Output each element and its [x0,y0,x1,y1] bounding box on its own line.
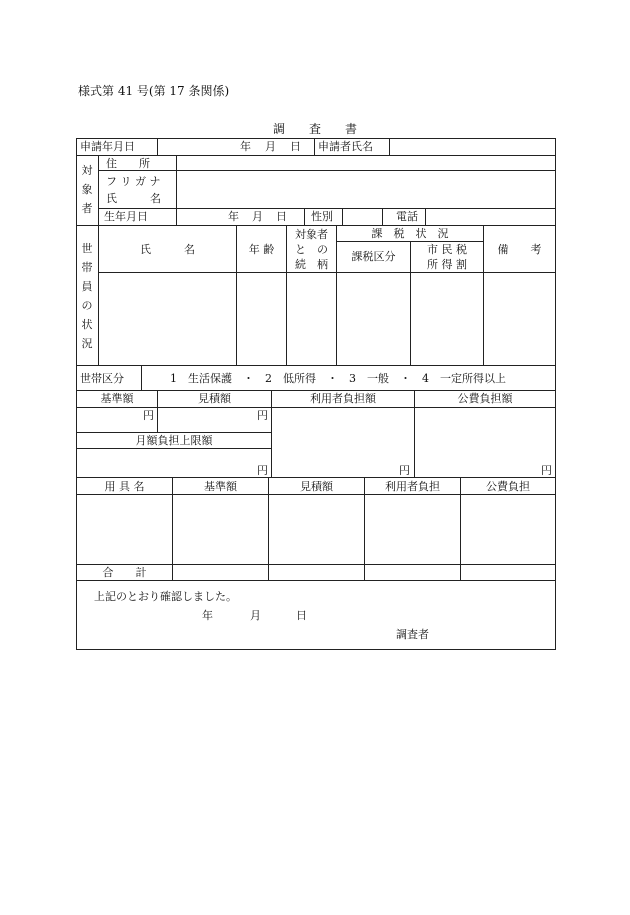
household-label-1: 世 [81,242,93,255]
phone-label: 電話 [396,210,418,223]
user-burden-yen: 円 [399,464,410,477]
table-rule [76,494,556,495]
table-rule [157,138,158,155]
equipment-col-standard: 基準額 [204,480,237,493]
table-rule [304,208,305,225]
table-rule [76,448,271,449]
table-rule [76,564,556,565]
address-field[interactable] [177,156,555,170]
address-label: 住 所 [106,157,150,170]
household-col-relation-1: 対象者 [295,228,328,241]
total-label: 合 計 [102,566,147,579]
household-col-name: 氏 名 [140,243,195,256]
birth-month-unit: 月 [252,210,263,223]
table-rule [76,649,556,650]
table-rule [76,477,556,478]
table-rule [98,155,99,225]
table-rule [98,272,556,273]
table-rule [76,407,556,408]
household-label-3: 員 [81,280,93,293]
equipment-col-estimate: 見積額 [300,480,333,493]
table-rule [141,365,142,390]
birthdate-label: 生年月日 [104,210,148,223]
application-year-unit: 年 [240,140,251,153]
table-rule [76,432,271,433]
subject-label-1: 対 [81,164,93,177]
household-col-relation-2: と の [295,243,328,256]
application-day-unit: 日 [290,140,301,153]
table-rule [336,225,337,365]
public-burden-yen: 円 [541,464,552,477]
gender-field[interactable] [343,209,381,224]
confirmation-text: 上記のとおり確認しました。 [94,590,237,603]
subject-label-2: 象 [81,183,93,196]
birth-day-unit: 日 [276,210,287,223]
category-label: 世帯区分 [80,372,124,385]
estimate-amount-label: 見積額 [198,392,231,405]
household-label-4: の [81,299,93,312]
birth-year-unit: 年 [228,210,239,223]
investigator-label: 調査者 [396,628,429,641]
household-col-city-tax-1: 市 民 税 [427,243,467,256]
equipment-col-public: 公費負担 [486,480,530,493]
category-options[interactable]: 1 生活保護 ・ 2 低所得 ・ 3 一般 ・ 4 一定所得以上 [170,372,506,385]
name-label: 氏 名 [106,192,161,205]
subject-label-3: 者 [81,202,93,215]
table-rule [76,390,556,391]
household-label-6: 況 [81,337,93,350]
household-label-5: 状 [81,318,93,331]
monthly-cap-yen: 円 [257,464,268,477]
confirm-day-unit: 日 [296,609,307,622]
estimate-yen: 円 [257,409,268,422]
confirm-year-unit: 年 [202,609,213,622]
user-burden-label: 利用者負担額 [310,392,376,405]
public-burden-label: 公費負担額 [457,392,513,405]
application-month-unit: 月 [265,140,276,153]
household-col-remarks: 備 考 [497,243,542,256]
form-number: 様式第 41 号(第 17 条関係) [78,84,230,98]
table-rule [76,225,556,226]
table-rule [76,365,556,366]
phone-field[interactable] [426,209,555,224]
applicant-name-field[interactable] [390,139,555,154]
household-col-tax-class: 課税区分 [351,250,396,263]
confirm-month-unit: 月 [250,609,261,622]
household-col-age: 年 齢 [248,243,275,256]
page-title: 調 査 書 [272,122,357,136]
applicant-name-label: 申請者氏名 [318,140,373,153]
table-rule [555,138,556,649]
equipment-col-user: 利用者負担 [385,480,440,493]
gender-label: 性別 [311,210,333,223]
table-rule [314,138,315,155]
application-date-label: 申請年月日 [80,140,135,153]
furigana-label: フ リ ガ ナ [106,175,161,188]
standard-yen: 円 [143,409,154,422]
household-col-city-tax-2: 所 得 割 [427,258,467,271]
household-label-2: 帯 [81,261,93,274]
equipment-col-item: 用 具 名 [104,480,145,493]
subject-name-field[interactable] [177,171,555,208]
standard-amount-label: 基準額 [100,392,134,405]
table-rule [382,208,383,225]
household-col-relation-3: 続 柄 [295,258,328,271]
monthly-cap-label: 月額負担上限額 [135,434,213,447]
table-rule [76,580,556,581]
household-col-tax-status: 課 税 状 況 [371,227,449,240]
table-rule [176,208,177,225]
